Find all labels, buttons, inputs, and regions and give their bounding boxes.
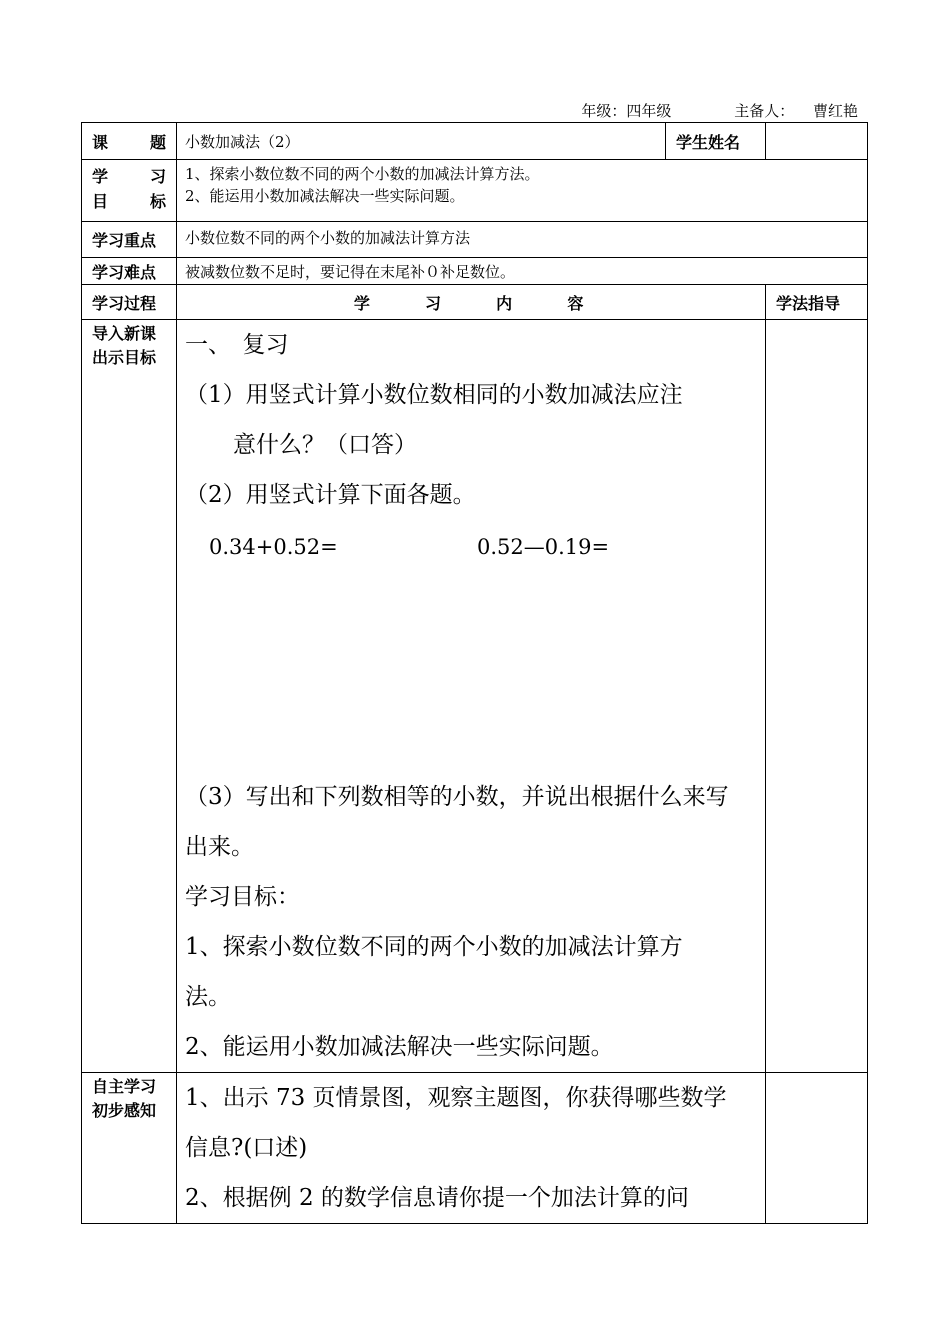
goal-1-line-2: 法。 (185, 984, 231, 1010)
question-3-line-1: （3）写出和下列数相等的小数，并说出根据什么来写 (185, 784, 729, 810)
question-3-line-2: 出来。 (185, 834, 254, 860)
content-heading: 学 习 内 容 (177, 285, 766, 320)
focus-value: 小数位数不同的两个小数的加减法计算方法 (177, 222, 868, 258)
self-study-label: 自主学习 初步感知 (82, 1073, 177, 1224)
grade-text: 年级：四年级 (581, 102, 672, 120)
process-label: 学习过程 (82, 285, 177, 320)
goal-2: 2、能运用小数加减法解决一些实际问题。 (185, 1034, 614, 1060)
review-title: 一、 复习 (185, 332, 289, 358)
goals-title: 学习目标： (185, 884, 300, 910)
self-study-content (177, 1073, 766, 1224)
exercise-expressions (185, 522, 759, 572)
topic-value: 小数加减法（2） (177, 123, 666, 160)
difficulty-label: 学习难点 (82, 258, 177, 285)
student-name-label: 学生姓名 (666, 123, 766, 160)
goal-line-1: 1、探索小数位数不同的两个小数的加减法计算方法。 (185, 165, 540, 183)
focus-label: 学习重点 (82, 222, 177, 258)
self-study-method-cell (766, 1073, 868, 1224)
difficulty-row (82, 258, 868, 285)
question-2: （2）用竖式计算下面各题。 (185, 482, 476, 508)
intro-row (82, 320, 868, 1073)
expression-1: 0.34+0.52= (209, 535, 338, 559)
goals-row (82, 160, 868, 222)
item-1-line-2: 信息?(口述) (185, 1135, 308, 1161)
work-space (185, 572, 759, 772)
lesson-plan-table (81, 122, 868, 1224)
preparer-name: 曹红艳 (812, 102, 858, 120)
goal-1-line-1: 1、探索小数位数不同的两个小数的加减法计算方 (185, 934, 683, 960)
question-1-line-1: （1）用竖式计算小数位数相同的小数加减法应注 (185, 382, 683, 408)
intro-method-cell (766, 320, 868, 1073)
intro-label: 导入新课 出示目标 (82, 320, 177, 1073)
goals-content (177, 160, 868, 222)
goals-label: 学 习 目 标 (82, 160, 177, 222)
page-header (581, 100, 858, 121)
item-1-line-1: 1、出示 73 页情景图，观察主题图，你获得哪些数学 (185, 1085, 727, 1111)
goal-line-2: 2、能运用小数加减法解决一些实际问题。 (185, 187, 465, 205)
preparer-label: 主备人： (734, 102, 795, 120)
topic-label: 课 题 (82, 123, 177, 160)
method-heading: 学法指导 (766, 285, 868, 320)
item-2-line-1: 2、根据例 2 的数学信息请你提一个加法计算的问 (185, 1185, 689, 1211)
student-name-field[interactable] (766, 123, 868, 160)
process-row (82, 285, 868, 320)
intro-content (177, 320, 766, 1073)
difficulty-value: 被减数位数不足时，要记得在末尾补０补足数位。 (177, 258, 868, 285)
topic-row (82, 123, 868, 160)
question-1-line-2: 意什么？（口答） (233, 432, 417, 458)
focus-row (82, 222, 868, 258)
expression-2: 0.52—0.19= (477, 535, 610, 559)
self-study-row (82, 1073, 868, 1224)
